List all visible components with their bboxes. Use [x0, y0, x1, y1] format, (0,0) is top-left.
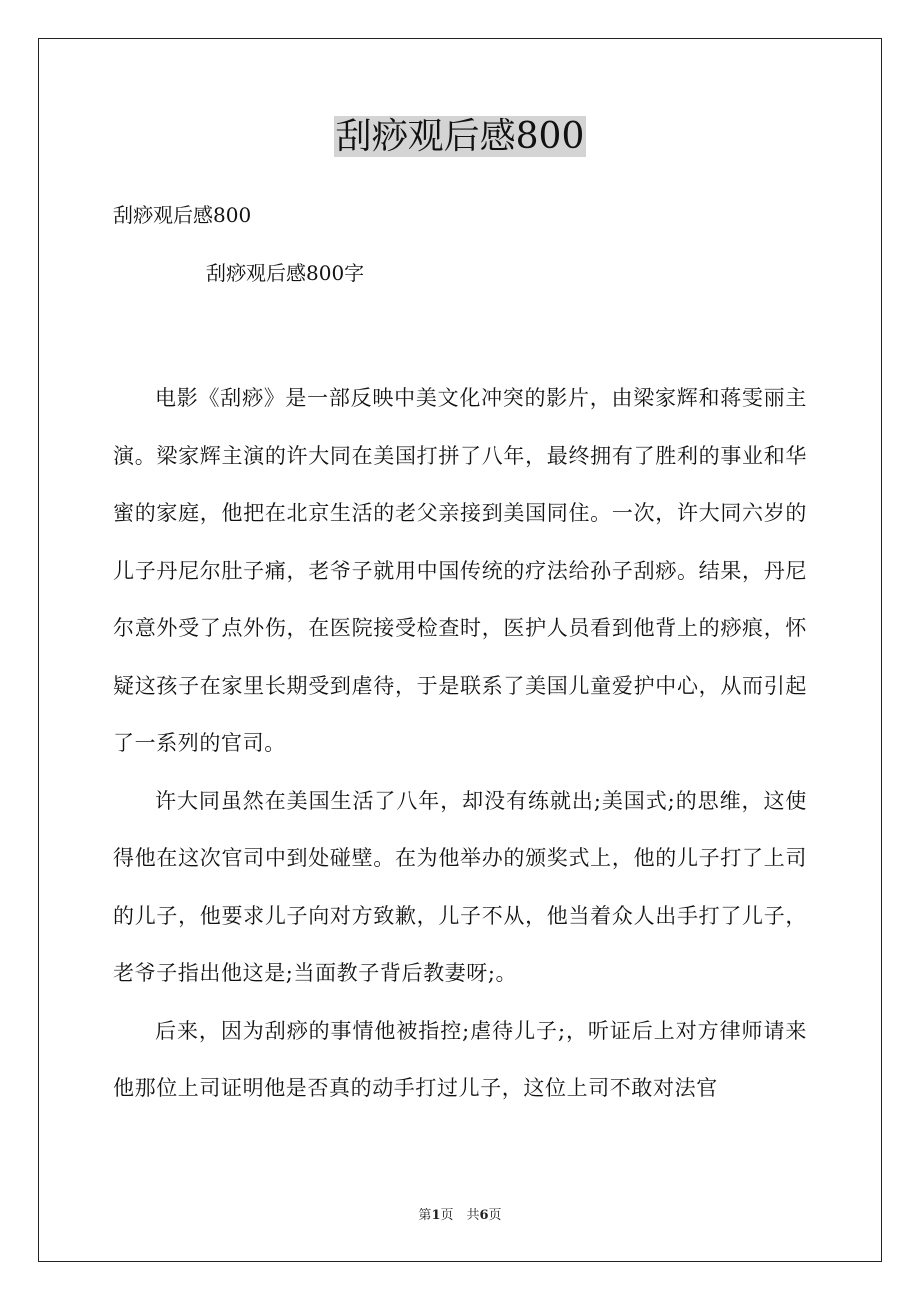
document-body: [113, 370, 807, 1118]
document-title-text: 刮痧观后感800: [335, 116, 585, 157]
document-subtitle-secondary: 刮痧观后感800字: [206, 261, 365, 285]
footer-prefix: 第: [418, 1208, 432, 1223]
paragraph: 电影《刮痧》是一部反映中美文化冲突的影片，由梁家辉和蒋雯丽主演。梁家辉主演的许大同在美国打拼了八年，最终拥有了胜利的事业和华蜜的家庭，他把在北京生活的老父亲接到美国同住。一次，许大同六岁的儿子丹尼尔肚子痛，老爷子就用中国传统的疗法给孙子刮痧。结果，丹尼尔意外受了点外伤，在医院接受检查时，医护人员看到他背上的痧痕，怀疑这孩子在家里长期受到虐待，于是联系了美国儿童爱护中心，从而引起了一系列的官司。: [113, 386, 807, 755]
document-subtitle: 刮痧观后感800: [113, 203, 252, 227]
footer-suffix: 页: [488, 1208, 502, 1223]
footer-current-page: 1: [431, 1208, 441, 1223]
paragraph: 后来，因为刮痧的事情他被指控;虐待儿子;，听证后上对方律师请来他那位上司证明他是否真的动手打过儿子，这位上司不敢对法官: [113, 1018, 807, 1100]
footer-mid: 页 共: [440, 1208, 480, 1223]
footer-total-pages: 6: [479, 1208, 489, 1223]
paragraph: 许大同虽然在美国生活了八年，却没有练就出;美国式;的思维，这使得他在这次官司中到处碰壁。在为他举办的颁奖式上，他的儿子打了上司的儿子，他要求儿子向对方致歉，儿子不从，他当着众人出手打了儿子，老爷子指出他这是;当面教子背后教妻呀;。: [113, 788, 807, 985]
page-footer: [0, 1206, 920, 1226]
document-title: [0, 112, 920, 162]
